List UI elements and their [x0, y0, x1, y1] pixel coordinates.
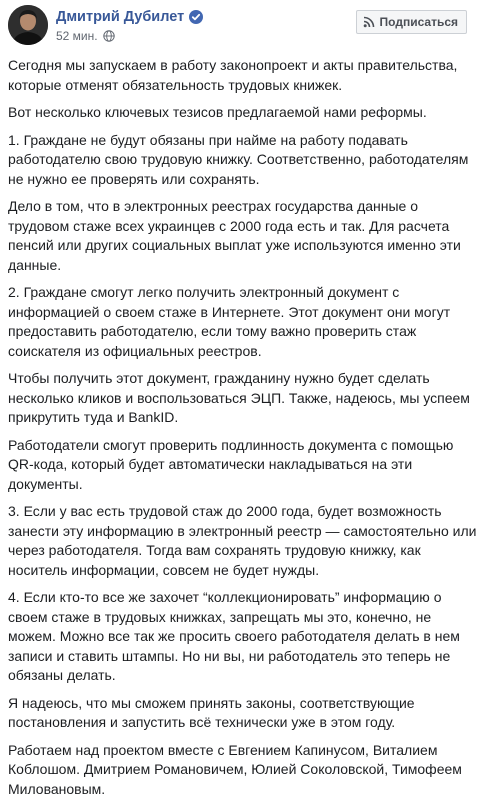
avatar[interactable] — [8, 5, 48, 45]
profile-photo — [8, 5, 48, 45]
post-paragraph: Чтобы получить этот документ, гражданину нужно будет сделать несколько кликов и воспользоваться ЭЦП. Также, надеюсь, мы успеем прикрутить туда и BankID. — [8, 370, 470, 425]
subscribe-button[interactable] — [356, 10, 467, 34]
post-paragraph: Работаем над проектом вместе с Евгением Капинусом, Виталием Коблошом. Дмитрием Романовичем, Юлией Соколовской, Тимофеем Миловановым. — [8, 741, 462, 797]
post-timestamp[interactable]: 52 мин. — [56, 29, 98, 43]
author-line — [56, 8, 203, 26]
verified-badge-icon — [189, 10, 203, 24]
post-paragraph: Сегодня мы запускаем в работу законопроект и акты правительства, которые отменят обязательность трудовых книжек. — [8, 57, 458, 93]
rss-icon — [363, 16, 375, 28]
post-paragraph: Работодатели смогут проверить подлинность документа с помощью QR-кода, который будет автоматически накладываться на эти документы. — [8, 436, 454, 492]
post-paragraph: 2. Граждане смогут легко получить электронный документ с информацией о своем стаже в Интернете. Этот документ они могут предоставить работодателю, если тому важно проверить стаж соискателя из официальных реестров. — [8, 284, 451, 359]
post-meta — [56, 28, 115, 44]
post-paragraph: Вот несколько ключевых тезисов предлагаемой нами реформы. — [8, 104, 427, 120]
post-paragraph: Я надеюсь, что мы сможем принять законы, соответствующие постановления и запустить всё технически уже в этом году. — [8, 694, 415, 730]
subscribe-label: Подписаться — [379, 15, 458, 29]
post-paragraph: 1. Граждане не будут обязаны при найме на работу подавать работодателю свою трудовую книжку. Соответственно, работодателям не нужно ее проверять или сохранять. — [8, 131, 469, 187]
globe-icon[interactable] — [103, 30, 115, 42]
author-name[interactable]: Дмитрий Дубилет — [56, 9, 185, 25]
post-body — [8, 56, 482, 807]
post-paragraph: 3. Если у вас есть трудовой стаж до 2000 года, будет возможность занести эту информацию в электронный реестр — самостоятельно или через работодателя. Тогда вам сохранять трудовую книжку, как носитель информации, совсем не будет нужды. — [8, 503, 477, 578]
post-paragraph: 4. Если кто-то все же захочет “коллекционировать” информацию о своем стаже в трудовых книжках, запрещать мы это, конечно, не можем. Можно все так же просить своего работодателя делать в нем записи и ставить штампы. Но ни вы, ни работодатель это теперь не обязаны делать. — [8, 589, 460, 683]
post-header — [0, 0, 489, 50]
post-paragraph: Дело в том, что в электронных реестрах государства данные о трудовом стаже всех украинцев с 2000 года есть и так. Для расчета пенсий или других социальных выплат уже используются именно эти данные. — [8, 198, 461, 273]
